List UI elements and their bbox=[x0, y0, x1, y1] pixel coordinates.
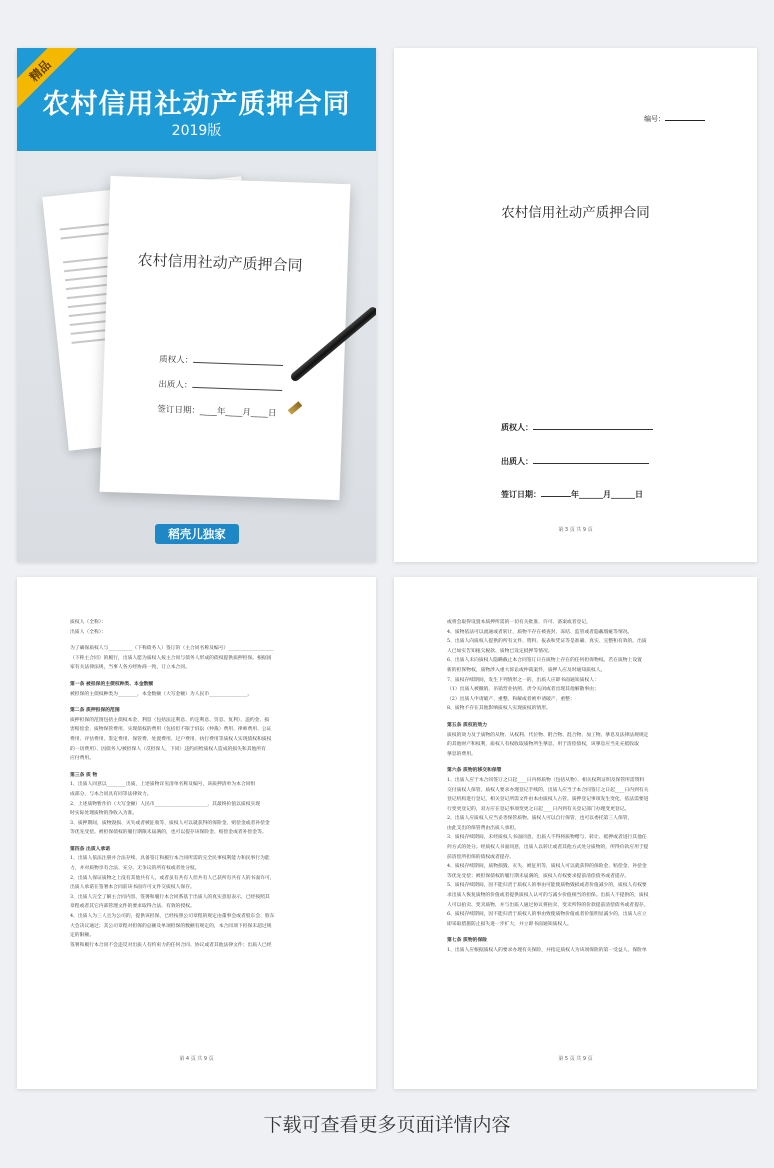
text-line: （2）出质人申请破产、重整、和解或者被申请破产、重整； bbox=[447, 696, 575, 702]
text-line: 孳息的费用。 bbox=[447, 751, 476, 757]
text-line: 3、出质人完全了解主合同内容，签署和履行本合同系基于出质人的真实意思表示，已经按照其 bbox=[70, 894, 270, 900]
text-line: 成部分，与本合同具有同等法律效力。 bbox=[70, 791, 152, 797]
text-line: 3、质押期间，质物毁损、灭失或者被征收等，质权人可以就获得的保险金、赔偿金或者补偿金 bbox=[70, 820, 270, 826]
text-line: 2、上述质物暂作价（大写金额）人民币______________________，其最终价值以质权实现 bbox=[70, 801, 261, 807]
text-line: 出质人承诺在签署本合同前该书面许可文件交质权人保存。 bbox=[70, 885, 195, 891]
contract-title: 农村信用社动产质押合同 bbox=[501, 205, 650, 221]
article-heading: 第一条 被担保的主债权种类、本金数额 bbox=[70, 680, 154, 687]
text-line: 为了确保质权人与__________（下称债务人）签订的（主合同名称及编号）___________________ bbox=[70, 646, 274, 652]
article-heading: 第二条 质押担保的范围 bbox=[70, 707, 120, 714]
text-line: 6、质权存续期间，因不能归责于质权人的事由致使质物价值或者价值明显减少的，出质人应立 bbox=[447, 912, 647, 918]
text-line: 1、出质人依法注册并合法存续，具备签订和履行本合同所需的完全民事权利能力和民事行为能 bbox=[70, 856, 270, 862]
text-line: 等优先受偿。被担保债权的履行期限未届满的，也可以提存该保险金、赔偿金或者补偿金等。 bbox=[70, 830, 267, 836]
text-line: 出质人（全称）： bbox=[70, 629, 106, 635]
text-line: 质权的效力及于质物的从物、从权利、代位物、附合物、混合物、加工物。孳息及法律法规规定 bbox=[447, 732, 649, 738]
text-line: 前清偿所担保的债权或者提存。 bbox=[447, 854, 515, 860]
text-line: 1、出质人应根据质权人的要求办理有关保险，并指定质权人为该项保险的第一受益人，保险单 bbox=[447, 948, 647, 953]
pledgor-row: 出质人： bbox=[501, 456, 649, 467]
sheet-row-pledgor: 出质人： bbox=[158, 378, 282, 394]
text-line: 质权人（全称）： bbox=[70, 620, 106, 625]
contract-page-4 bbox=[17, 577, 376, 1089]
cover-year: 2019版 bbox=[171, 123, 222, 139]
text-line: 由此支出的保管费由出质人承担。 bbox=[447, 825, 519, 831]
text-line: 4、出质人为三人且为公司的，提供该担保，已经按照公司章程的规定由董事会或者股东会、股东 bbox=[70, 914, 275, 920]
exclusive-badge: 稻壳儿独家 bbox=[155, 524, 239, 544]
spacer bbox=[70, 637, 346, 644]
text-line: 2、出质人应质权人应当妥善保管质物。质权人可以自行保管，也可以委托第三人保管， bbox=[447, 816, 633, 822]
text-line: 何方式的处分。经质权人书面同意，出质人以转让或者其他方式处分质物的，所得价款应用于提 bbox=[447, 845, 649, 851]
text-line: 应付费用。 bbox=[70, 756, 94, 762]
text-line: 时实际处理质物的净收入为准。 bbox=[70, 811, 138, 817]
cover-title: 农村信用社动产质押合同 bbox=[42, 89, 351, 120]
text-line: 求出质人恢复质物的价值或者提供质权人认可的与减少价值相当的担保。出质人不提供的，质权 bbox=[447, 893, 649, 899]
text-line: 即采取措施防止损失进一步扩大，并立即书面通知质权人。 bbox=[447, 921, 572, 927]
contract-title-page bbox=[394, 48, 757, 562]
text-line: 1、出质人应于本合同签订之日起____日内将质物（包括从物）、相关权利证明及保管所需资料 bbox=[447, 777, 645, 783]
contract-number: 编号： bbox=[644, 114, 705, 124]
text-line: 害赔偿金、质物保管费用、实现债权的费用（包括但不限于诉讼（仲裁）费用、律师费用、公证 bbox=[70, 727, 272, 733]
text-line: （1）出质人被撤销、吊销营业执照、责令关闭或者出现其他解散事由； bbox=[447, 687, 599, 693]
text-line: 被担保的主债权种类为________，本金数额（大写金额）为人民币________________。 bbox=[70, 691, 253, 697]
text-line: （下称主合同）的履行，出质人愿为质权人按主合同与债务人形成的债权提供质押担保。根据国 bbox=[70, 655, 272, 661]
text-line: 质押担保的范围包括主债权本金、利息（包括法定利息、约定利息、罚息、复利）、违约金、损 bbox=[70, 717, 270, 723]
text-line: 签署和履行本合同不会违反对出质人有约束力的任何合同、协议或者其他法律文件；出质人已经 bbox=[70, 942, 272, 948]
article-heading: 第七条 质物的保险 bbox=[447, 937, 488, 944]
sheet-title: 农村信用社动产质押合同 bbox=[137, 250, 303, 275]
page-footer: 第 4 页 共 9 页 bbox=[179, 1056, 214, 1062]
text-line: 费用、评估费用、鉴定费用、保管费、处置费用、过户费用、执行费用等质权人实现债权和质权 bbox=[70, 736, 272, 742]
article-heading: 第三条 质 物 bbox=[70, 771, 98, 778]
text-line: 或将会取得设置本质押所需的一切有关批准、许可、备案或者登记。 bbox=[447, 620, 591, 625]
text-line: 大会决议通过；其公司章程对担保的总额及单项担保的数额有规定的，本合同项下担保未超过规 bbox=[70, 923, 272, 929]
text-line: 人可以拍卖、变卖质物，并与出质人通过协议将拍卖、变卖所得的价款提前清偿债务或者提存。 bbox=[447, 902, 649, 908]
page-4-body bbox=[70, 618, 346, 950]
sheet-row-pledgee: 质权人： bbox=[159, 353, 283, 369]
text-line: 3、质权存续期间，未经质权人书面同意，出质人不得将质物赠与、转让、抵押或者进行其他任 bbox=[447, 835, 647, 841]
article-heading: 第五条 质权的效力 bbox=[447, 721, 488, 728]
front-sheet-illustration bbox=[100, 176, 351, 500]
text-line: 新的担保物权，质物涉入重大诉讼或仲裁案件，质押人应及时通知质权人。 bbox=[447, 667, 606, 673]
text-line: 2、出质人保证质物之上没有其他共有人，或者虽有共有人但共有人已获所有共有人的书面许可， bbox=[70, 875, 275, 881]
pledgee-row: 质权人： bbox=[501, 422, 653, 433]
text-line: 家有关法律法规，当事人各方经协商一致，订立本合同。 bbox=[70, 665, 190, 671]
text-line: 等优先受偿；被担保债权的履行期未届满的，质权人有权要求提前清偿债务或者提存。 bbox=[447, 873, 630, 879]
text-line: 人已如实告知拖欠税款、质物已设定抵押等情况。 bbox=[447, 648, 553, 654]
contract-page-5 bbox=[394, 577, 757, 1089]
sign-date-row: 签订日期： 年______月______日 bbox=[501, 490, 643, 499]
text-line: 5、质权存续期间，因不能归责于质权人的事由可能使质物毁损或者价值减少的，质权人有权要 bbox=[447, 883, 647, 889]
text-line: 定的限额。 bbox=[70, 933, 94, 939]
text-line: 登记机构进行登记，相关登记所需文件由本由质权人占管。质押登记事项发生变化，依法需要进 bbox=[447, 797, 649, 803]
page-5-body bbox=[447, 618, 727, 956]
text-line: 交付质权人保管。质权人要求办理登记手续的，出质人应当于本合同签订之日起____日内到有关 bbox=[447, 787, 649, 793]
text-line: 章程或者其它内部管理文件的要求取得合法、有效的授权。 bbox=[70, 904, 195, 910]
text-line: 6、出质人未向质权人隐瞒截止本合同签订日在质物上存在的任何担保物权。若在质物上设置 bbox=[447, 658, 642, 664]
text-line: 4、质权存续期间，质物损毁、灭失、被征用等，质权人可以就获得的保险金、赔偿金、补偿金 bbox=[447, 864, 647, 870]
text-line: 力，并对质物享有合法、充分、无争议的所有权或者处分权。 bbox=[70, 866, 200, 872]
text-line: 8、质物不存在其他影响质权人实现质权的情形。 bbox=[447, 706, 551, 712]
article-heading: 第四条 出质人承诺 bbox=[70, 845, 111, 852]
text-line: 的其他财产和权利，质权人有权收取质物所生孳息，用于清偿债权，该孳息应当先充抵收取 bbox=[447, 742, 639, 748]
text-line: 的一切费用）、因债务人/被担保人（反担保人，下同）违约而给质权人造成的损失和其他所有 bbox=[70, 746, 266, 752]
sheet-row-date: 签订日期：____年____月____日 bbox=[157, 404, 277, 419]
article-heading: 第六条 质物的移交和保管 bbox=[447, 767, 502, 774]
page-footer: 第 5 页 共 9 页 bbox=[558, 1056, 593, 1062]
text-line: 行变更登记的，双方应在登记事项变更之日起____日内到有关登记部门办理变更登记。 bbox=[447, 806, 630, 812]
download-caption: 下载可查看更多页面详情内容 bbox=[263, 1114, 511, 1136]
cover-page bbox=[17, 48, 376, 562]
text-line: 7、质权存续期间，发生下列情形之一的，出质人应即书面通知质权人： bbox=[447, 677, 599, 683]
page-footer: 第 3 页 共 9 页 bbox=[558, 527, 593, 533]
text-line: 4、质物依法可以流通或者转让，质物不存在被查封、冻结、监管或者隐蔽瑕疵等情况。 bbox=[447, 629, 633, 635]
ribbon-label: 精品 bbox=[17, 48, 79, 110]
text-line: 5、出质人向质权人提供的所有文件、资料、报表和凭证等是准确、真实、完整和有效的。出质 bbox=[447, 639, 647, 645]
text-line: 1、出质人同意以________出质，上述质物详见清单名称及编号，该质押清单为本合同组 bbox=[70, 782, 256, 788]
